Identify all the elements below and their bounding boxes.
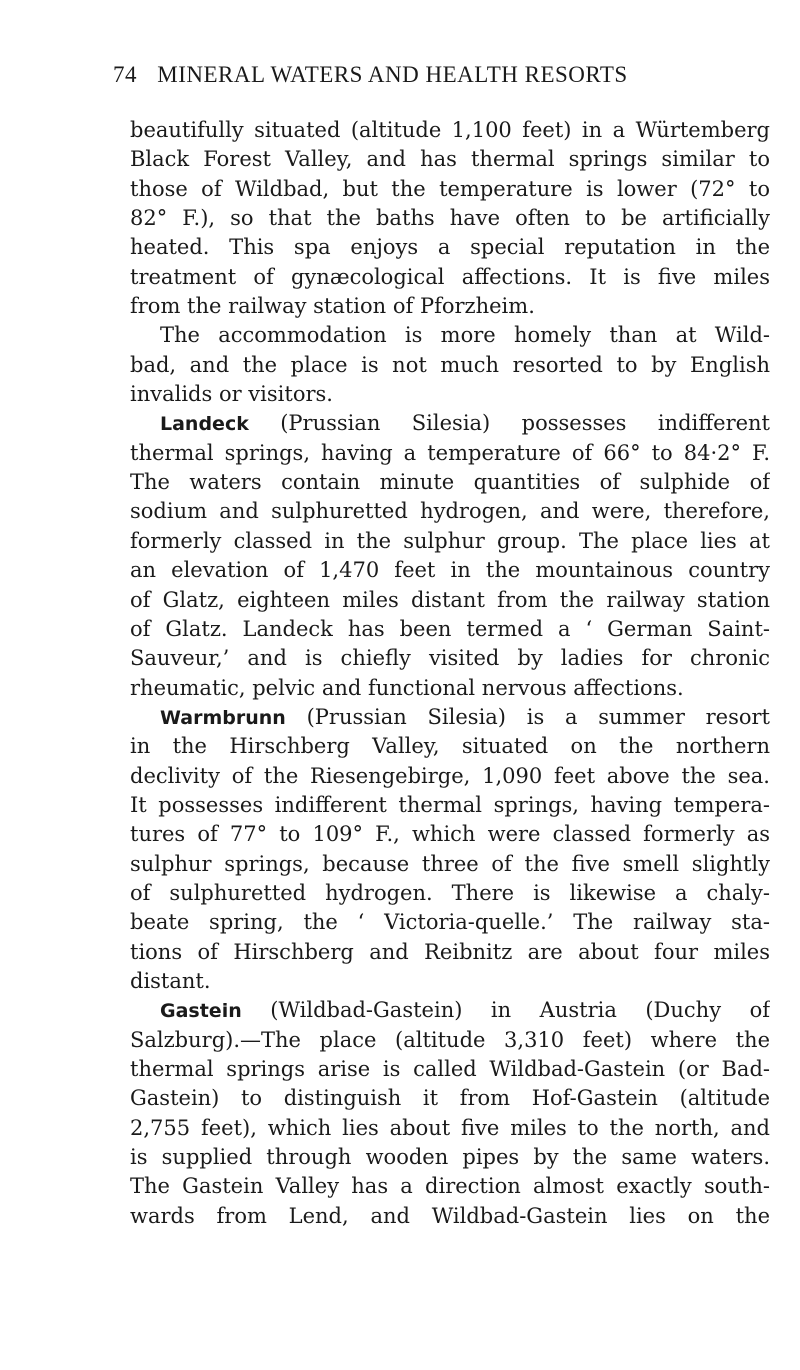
line-text: It possesses indifferent thermal springs, having tempera- xyxy=(130,792,770,817)
line-text: of Glatz. Landeck has been termed a ‘ German Saint- xyxy=(130,616,770,641)
text-line xyxy=(130,380,770,409)
line-text: of sulphuretted hydrogen. There is likewise a chaly- xyxy=(130,880,770,905)
text-line xyxy=(130,879,770,908)
text-line xyxy=(130,556,770,585)
line-text: bad, and the place is not much resorted to by English xyxy=(130,352,770,377)
text-line xyxy=(130,1202,770,1231)
text-line xyxy=(130,615,770,644)
line-text: is supplied through wooden pipes by the same waters. xyxy=(130,1145,770,1170)
line-text: sulphur springs, because three of the five smell slightly xyxy=(130,851,770,876)
line-text: in the Hirschberg Valley, situated on the northern xyxy=(130,734,770,759)
resort-name: Gastein xyxy=(160,1000,242,1023)
text-line xyxy=(130,1172,770,1201)
line-text: tions of Hirschberg and Reibnitz are about four miles xyxy=(130,939,770,964)
resort-name: Landeck xyxy=(160,413,249,436)
line-text: (Prussian Silesia) possesses indifferent xyxy=(248,411,770,436)
text-line xyxy=(130,204,770,233)
page-number: 74 xyxy=(113,62,137,87)
line-text: invalids or visitors. xyxy=(130,382,333,407)
line-text: Salzburg).—The place (altitude 3,310 feet) where the xyxy=(130,1027,770,1052)
line-text: from the railway station of Pforzheim. xyxy=(130,294,535,319)
resort-name: Warmbrunn xyxy=(160,706,286,729)
line-text: treatment of gynæcological affections. It is five miles xyxy=(130,264,770,289)
text-line xyxy=(130,732,770,761)
text-line xyxy=(130,292,770,321)
line-text: 2,755 feet), which lies about five miles to the north, and xyxy=(130,1115,770,1140)
text-line xyxy=(130,497,770,526)
text-line xyxy=(130,674,770,703)
text-line xyxy=(130,351,770,380)
line-text: wards from Lend, and Wildbad-Gastein lies on the xyxy=(130,1203,770,1228)
text-line xyxy=(130,1084,770,1113)
text-line xyxy=(130,938,770,967)
line-text: sodium and sulphuretted hydrogen, and were, therefore, xyxy=(130,499,770,524)
text-line xyxy=(130,703,770,732)
line-text: Black Forest Valley, and has thermal springs similar to xyxy=(130,147,770,172)
running-head xyxy=(113,58,713,92)
text-line xyxy=(130,1114,770,1143)
line-text: formerly classed in the sulphur group. The place lies at xyxy=(130,528,770,553)
line-text: (Wildbad-Gastein) in Austria (Duchy of xyxy=(241,998,770,1023)
line-text: distant. xyxy=(130,968,211,993)
line-text: beautifully situated (altitude 1,100 feet) in a Würtemberg xyxy=(130,118,770,142)
line-text: The Gastein Valley has a direction almost exactly south- xyxy=(130,1174,770,1199)
text-line xyxy=(130,820,770,849)
text-line xyxy=(130,527,770,556)
text-line xyxy=(130,263,770,292)
running-head-title: MINERAL WATERS AND HEALTH RESORTS xyxy=(157,62,628,87)
line-text: beate spring, the ‘ Victoria-quelle.’ The railway sta- xyxy=(130,910,770,935)
text-line xyxy=(130,468,770,497)
line-text: of Glatz, eighteen miles distant from the railway station xyxy=(130,587,770,612)
text-line xyxy=(130,967,770,996)
line-text: those of Wildbad, but the temperature is lower (72° to xyxy=(130,176,770,201)
text-line xyxy=(130,175,770,204)
line-text: (Prussian Silesia) is a summer resort xyxy=(285,704,770,729)
line-text: Sauveur,’ and is chiefly visited by ladies for chronic xyxy=(130,646,770,671)
line-text: declivity of the Riesengebirge, 1,090 feet above the sea. xyxy=(130,763,770,788)
line-text: 82° F.), so that the baths have often to be artificially xyxy=(130,206,770,231)
text-line xyxy=(130,1143,770,1172)
text-line xyxy=(130,439,770,468)
text-line xyxy=(130,1055,770,1084)
text-line xyxy=(130,116,770,145)
line-text: thermal springs arise is called Wildbad-Gastein (or Bad- xyxy=(130,1057,770,1081)
text-line xyxy=(130,145,770,174)
line-text: The accommodation is more homely than at Wild- xyxy=(160,323,770,348)
text-line xyxy=(130,908,770,937)
body-text xyxy=(130,116,770,1231)
line-text: Gastein) to distinguish it from Hof-Gastein (altitude xyxy=(130,1086,770,1111)
text-line xyxy=(130,762,770,791)
text-line xyxy=(130,791,770,820)
line-text: thermal springs, having a temperature of 66° to 84·2° F. xyxy=(130,440,770,465)
line-text: tures of 77° to 109° F., which were classed formerly as xyxy=(130,822,770,847)
text-line xyxy=(130,586,770,615)
text-line xyxy=(130,1026,770,1055)
line-text: The waters contain minute quantities of sulphide of xyxy=(130,470,770,495)
text-line xyxy=(130,233,770,262)
text-line xyxy=(130,644,770,673)
line-text: rheumatic, pelvic and functional nervous affections. xyxy=(130,675,684,700)
text-line xyxy=(130,850,770,879)
line-text: heated. This spa enjoys a special reputation in the xyxy=(130,235,770,260)
text-line xyxy=(130,409,770,438)
text-line xyxy=(130,996,770,1025)
text-line xyxy=(130,321,770,350)
line-text: an elevation of 1,470 feet in the mountainous country xyxy=(130,558,770,583)
